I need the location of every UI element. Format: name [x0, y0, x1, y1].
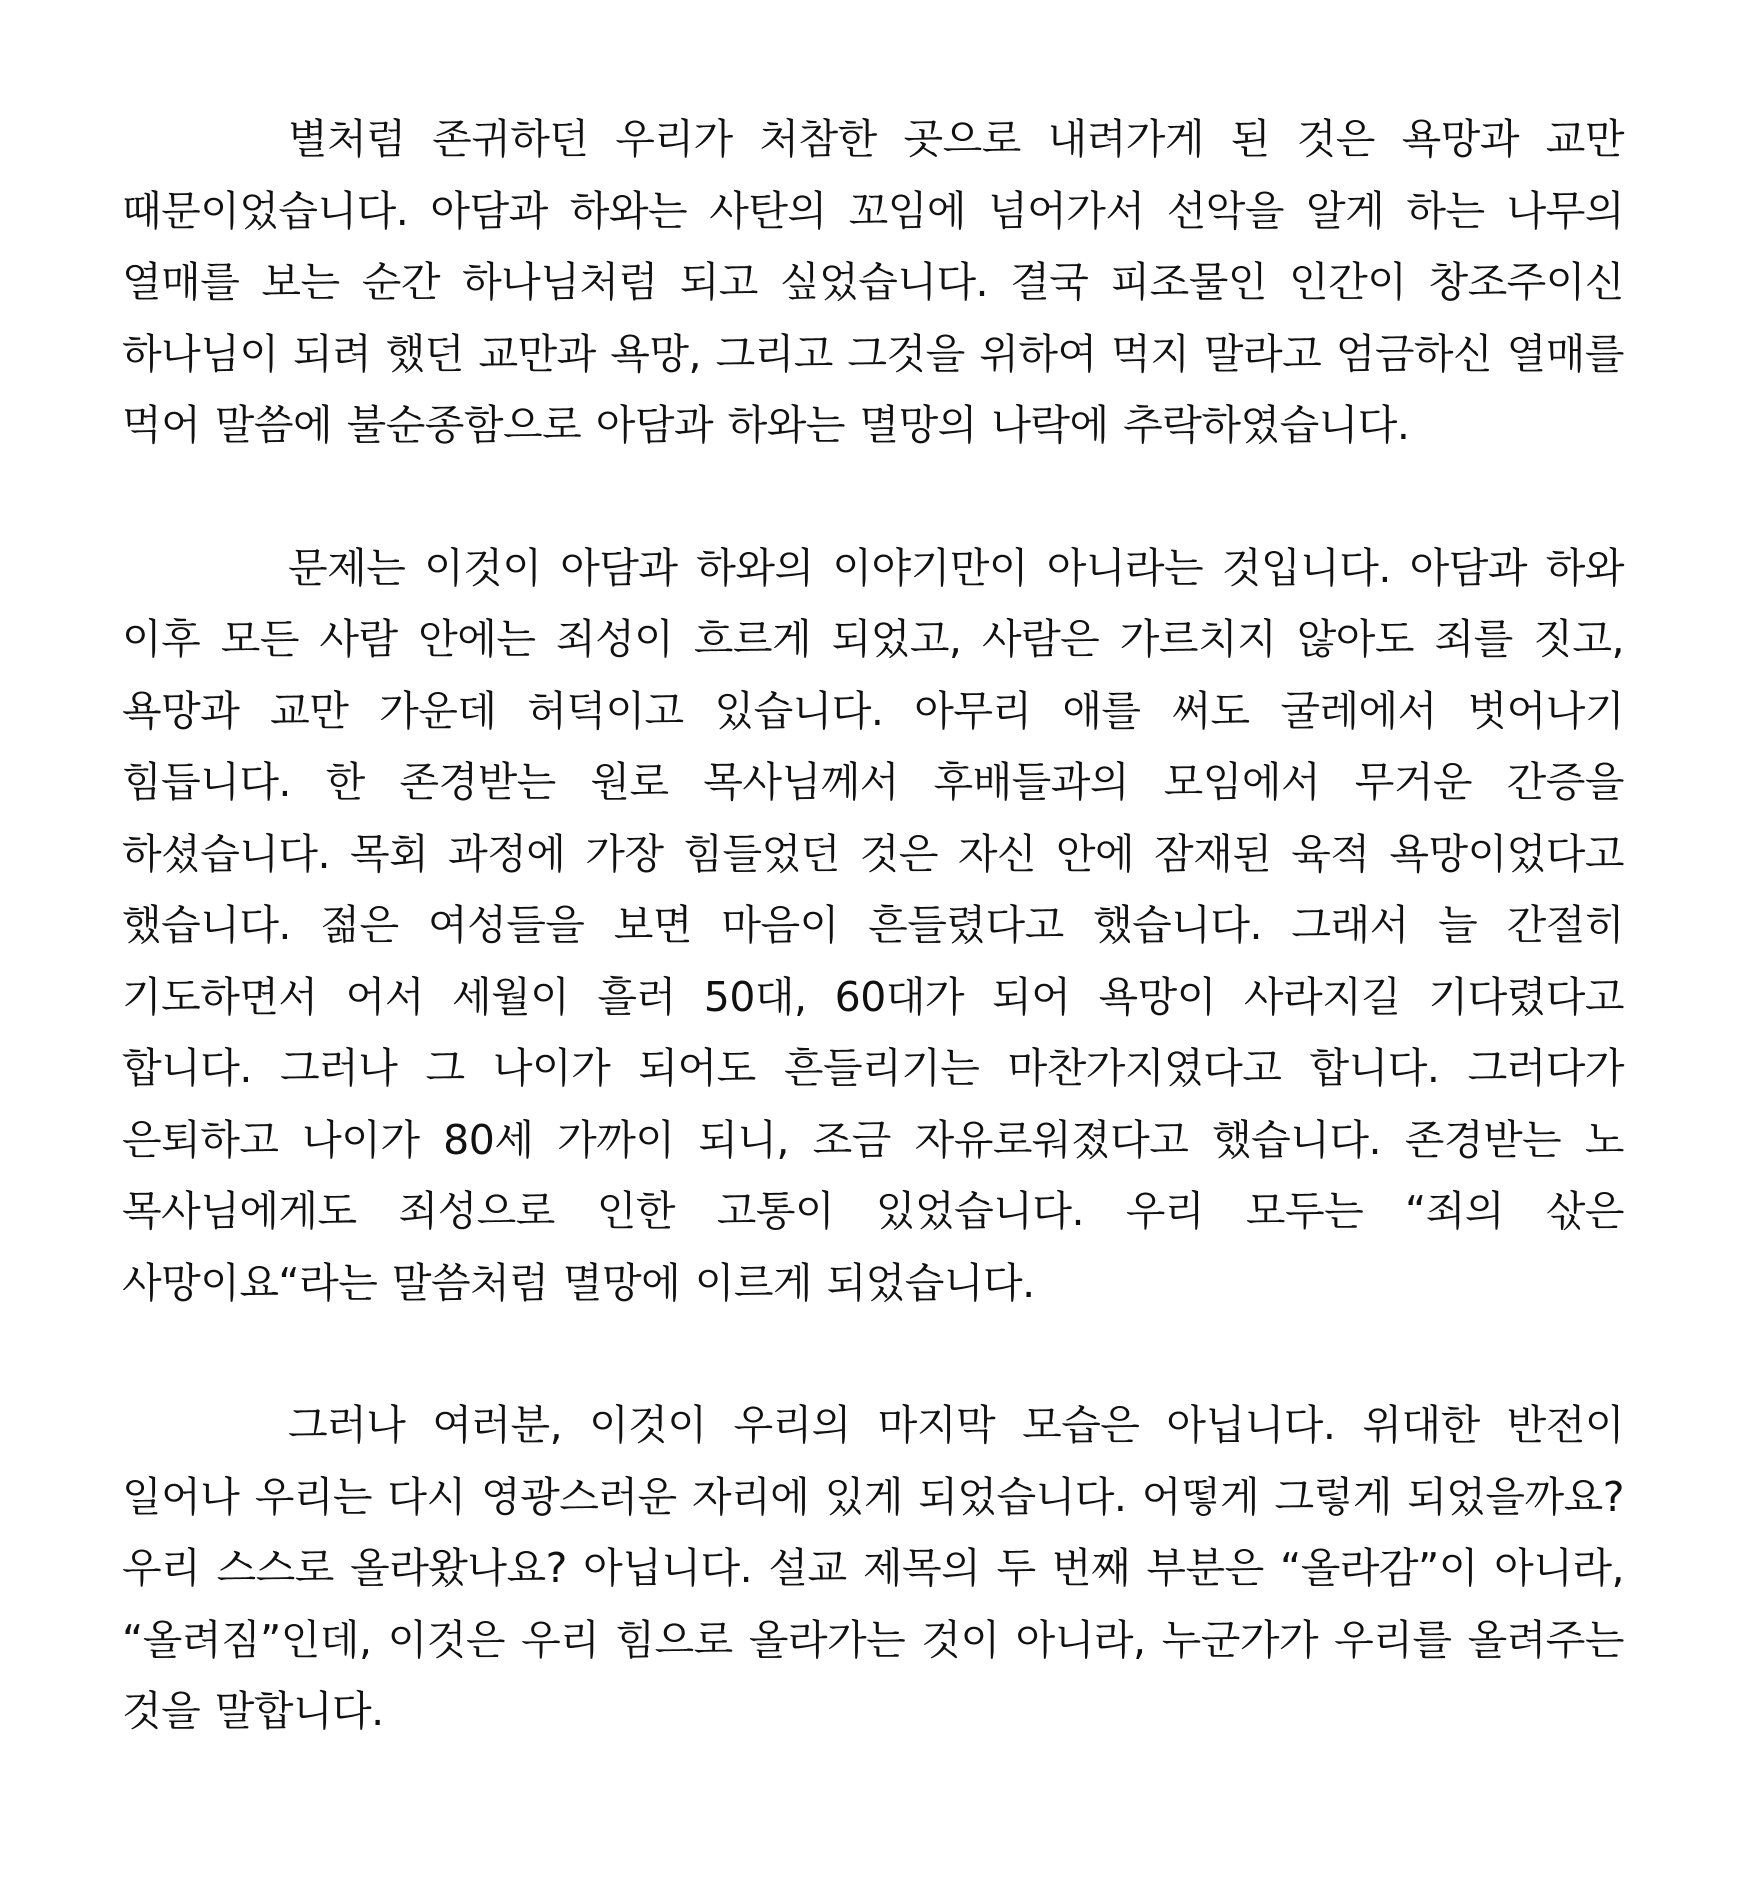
paragraph-2: 문제는 이것이 아담과 하와의 이야기만이 아니라는 것입니다. 아담과 하와 이후 모든 사람 안에는 죄성이 흐르게 되었고, 사람은 가르치지 않아도 죄를 짓고, 욕망과 교만 가운데 허덕이고 있습니다. 아무리 애를 써도 굴레에서 벗어나기 힘듭니다. 한 존경받는 원로 목사님께서 후배들과의 모임에서 무거운 간증을 하셨습니다. 목회 과정에 가장 힘들었던 것은 자신 안에 잠재된 육적 욕망이었다고 했습니다. 젊은 여성들을 보면 마음이 흔들렸다고 했습니다. 그래서 늘 간절히 기도하면서 어서 세월이 흘러 50대, 60대가 되어 욕망이 사라지길 기다렸다고 합니다. 그러나 그 나이가 되어도 흔들리기는 마찬가지였다고 합니다. 그러다가 은퇴하고 나이가 80세 가까이 되니, 조금 자유로워졌다고 했습니다. 존경받는 노 목사님에게도 죄성으로 인한 고통이 있었습니다. 우리 모두는 “죄의 삯은 사망이요“라는 말씀처럼 멸망에 이르게 되었습니다. [122, 543, 1624, 1307]
paragraph-3: 그러나 여러분, 이것이 우리의 마지막 모습은 아닙니다. 위대한 반전이 일어나 우리는 다시 영광스러운 자리에 있게 되었습니다. 어떻게 그렇게 되었을까요? 우리 스스로 올라왔나요? 아닙니다. 설교 제목의 두 번째 부분은 “올라감”이 아니라, “올려짐”인데, 이것은 우리 힘으로 올라가는 것이 아니라, 누군가가 우리를 올려주는 것을 말합니다. [122, 1401, 1624, 1735]
paragraph-1: 별처럼 존귀하던 우리가 처참한 곳으로 내려가게 된 것은 욕망과 교만 때문이었습니다. 아담과 하와는 사탄의 꼬임에 넘어가서 선악을 알게 하는 나무의 열매를 보는 순간 하나님처럼 되고 싶었습니다. 결국 피조물인 인간이 창조주이신 하나님이 되려 했던 교만과 욕망, 그리고 그것을 위하여 먹지 말라고 엄금하신 열매를 먹어 말씀에 불순종함으로 아담과 하와는 멸망의 나락에 추락하였습니다. [122, 115, 1624, 449]
